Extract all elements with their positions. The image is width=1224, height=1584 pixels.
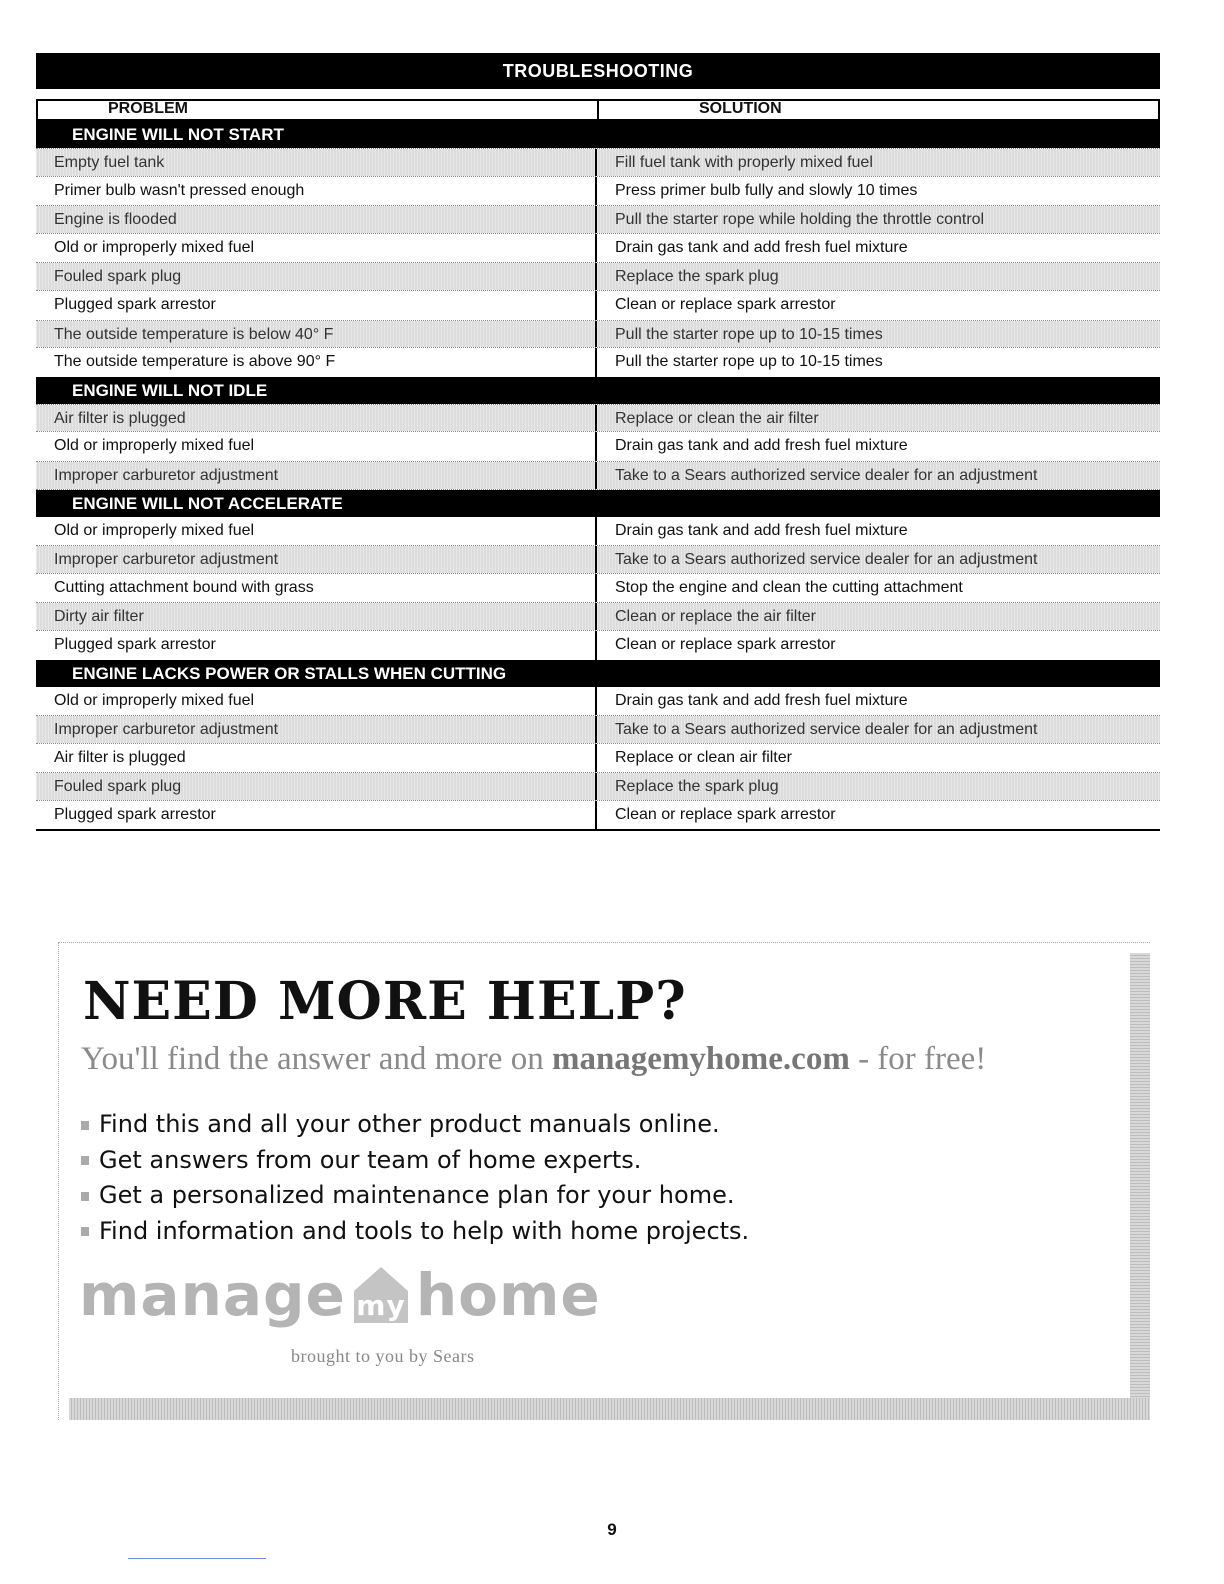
section-header (36, 660, 1160, 687)
problem-cell: Plugged spark arrestor (36, 801, 597, 830)
solution-cell: Clean or replace spark arrestor (615, 635, 836, 653)
problem-cell: Air filter is plugged (36, 405, 597, 432)
section-title: ENGINE WILL NOT START (72, 125, 284, 144)
solution-cell: Replace the spark plug (597, 773, 1160, 800)
solution-cell: Take to a Sears authorized service dealer for an adjustment (597, 716, 1160, 743)
help-subtitle (81, 1041, 986, 1078)
solution-cell: Drain gas tank and add fresh fuel mixture (615, 691, 908, 709)
section-header (36, 377, 1160, 404)
problem-header: PROBLEM (38, 101, 599, 119)
box-shadow-bottom (69, 1398, 1150, 1420)
problem-cell: Plugged spark arrestor (36, 631, 597, 660)
solution-cell: Clean or replace the air filter (597, 603, 1160, 630)
table-row (36, 404, 1160, 433)
problem-cell: Old or improperly mixed fuel (36, 517, 597, 546)
byline: brought to you by Sears (291, 1346, 475, 1366)
table-row (36, 320, 1160, 349)
solution-header: SOLUTION (699, 100, 782, 117)
problem-cell: Engine is flooded (36, 206, 597, 233)
solution-cell: Take to a Sears authorized service dealer for an adjustment (597, 462, 1160, 489)
table-row (36, 631, 1160, 660)
table-row (36, 291, 1160, 320)
section-title: ENGINE WILL NOT ACCELERATE (72, 493, 343, 513)
table-row (36, 715, 1160, 744)
solution-cell: Clean or replace spark arrestor (615, 805, 836, 823)
problem-cell: Improper carburetor adjustment (36, 462, 597, 489)
table-row (36, 432, 1160, 461)
solution-cell: Take to a Sears authorized service dealer for an adjustment (597, 546, 1160, 573)
solution-cell: Press primer bulb fully and slowly 10 times (615, 181, 918, 199)
table-row (36, 148, 1160, 177)
section-header (36, 490, 1160, 517)
site-link: managemyhome.com (551, 1041, 850, 1077)
manage-my-home-logo (79, 1261, 601, 1329)
problem-cell: Cutting attachment bound with grass (36, 574, 597, 603)
solution-cell: Fill fuel tank with properly mixed fuel (597, 149, 1160, 176)
bullet-item: Find this and all your other product manuals online. (81, 1107, 749, 1143)
bullet-item: Get a personalized maintenance plan for your home. (81, 1178, 749, 1214)
bullet-icon (81, 1121, 89, 1130)
table-row (36, 772, 1160, 801)
table-row (36, 545, 1160, 574)
page-number: 9 (607, 1520, 617, 1539)
table-row (36, 602, 1160, 631)
table-row (36, 574, 1160, 603)
footer-rule (128, 1558, 266, 1559)
logo-manage: manage (79, 1261, 346, 1329)
bullet-icon (81, 1156, 89, 1165)
help-title: NEED MORE HELP? (83, 971, 687, 1032)
solution-cell: Pull the starter rope up to 10-15 times (615, 353, 883, 371)
box-shadow-right (1130, 953, 1150, 1420)
logo-home: home (415, 1261, 601, 1329)
solution-cell: Stop the engine and clean the cutting attachment (615, 578, 963, 596)
table-row (36, 348, 1160, 377)
subtitle-suffix: - for free! (849, 1041, 987, 1077)
subtitle-prefix: You'll find the answer and more on (81, 1041, 552, 1077)
solution-cell: Clean or replace spark arrestor (615, 295, 836, 313)
table-bottom-rule (36, 829, 1160, 831)
solution-cell: Replace or clean the air filter (597, 405, 1160, 432)
bullet-item: Find information and tools to help with home projects. (81, 1214, 749, 1250)
problem-cell: The outside temperature is below 40° F (36, 321, 597, 348)
need-more-help-box (58, 942, 1150, 1420)
problem-cell: Improper carburetor adjustment (36, 546, 597, 573)
table-row (36, 517, 1160, 546)
solution-cell: Drain gas tank and add fresh fuel mixture (615, 437, 908, 455)
help-bullet-list (81, 1107, 749, 1249)
problem-cell: Primer bulb wasn't pressed enough (36, 177, 597, 206)
logo-my: my (356, 1289, 406, 1322)
troubleshooting-body (36, 121, 1160, 829)
bullet-item: Get answers from our team of home experts. (81, 1143, 749, 1179)
problem-cell: Old or improperly mixed fuel (36, 234, 597, 263)
problem-cell: Old or improperly mixed fuel (36, 687, 597, 716)
section-title: ENGINE LACKS POWER OR STALLS WHEN CUTTING (72, 663, 507, 683)
problem-cell: Empty fuel tank (36, 149, 597, 176)
table-row (36, 262, 1160, 291)
solution-cell: Replace or clean air filter (615, 748, 792, 766)
problem-cell: Fouled spark plug (36, 263, 597, 290)
table-row (36, 801, 1160, 830)
problem-cell: Plugged spark arrestor (36, 291, 597, 320)
table-row (36, 234, 1160, 263)
problem-cell: Improper carburetor adjustment (36, 716, 597, 743)
problem-cell: Fouled spark plug (36, 773, 597, 800)
problem-cell: Air filter is plugged (36, 744, 597, 773)
column-headers (36, 99, 1160, 121)
solution-cell: Drain gas tank and add fresh fuel mixture (615, 238, 908, 256)
problem-cell: Old or improperly mixed fuel (36, 432, 597, 461)
table-row (36, 205, 1160, 234)
solution-cell: Pull the starter rope while holding the throttle control (597, 206, 1160, 233)
troubleshooting-table (36, 53, 1160, 831)
section-title: ENGINE WILL NOT IDLE (72, 380, 268, 400)
bullet-icon (81, 1227, 89, 1236)
table-row (36, 177, 1160, 206)
section-header (36, 121, 1160, 148)
solution-cell: Replace the spark plug (597, 263, 1160, 290)
table-row (36, 687, 1160, 716)
problem-cell: The outside temperature is above 90° F (36, 348, 597, 377)
bullet-icon (81, 1192, 89, 1201)
table-row (36, 744, 1160, 773)
solution-cell: Drain gas tank and add fresh fuel mixture (615, 521, 908, 539)
table-row (36, 461, 1160, 490)
problem-cell: Dirty air filter (36, 603, 597, 630)
solution-cell: Pull the starter rope up to 10-15 times (597, 321, 1160, 348)
troubleshooting-title: TROUBLESHOOTING (36, 53, 1160, 89)
house-icon (352, 1265, 410, 1325)
